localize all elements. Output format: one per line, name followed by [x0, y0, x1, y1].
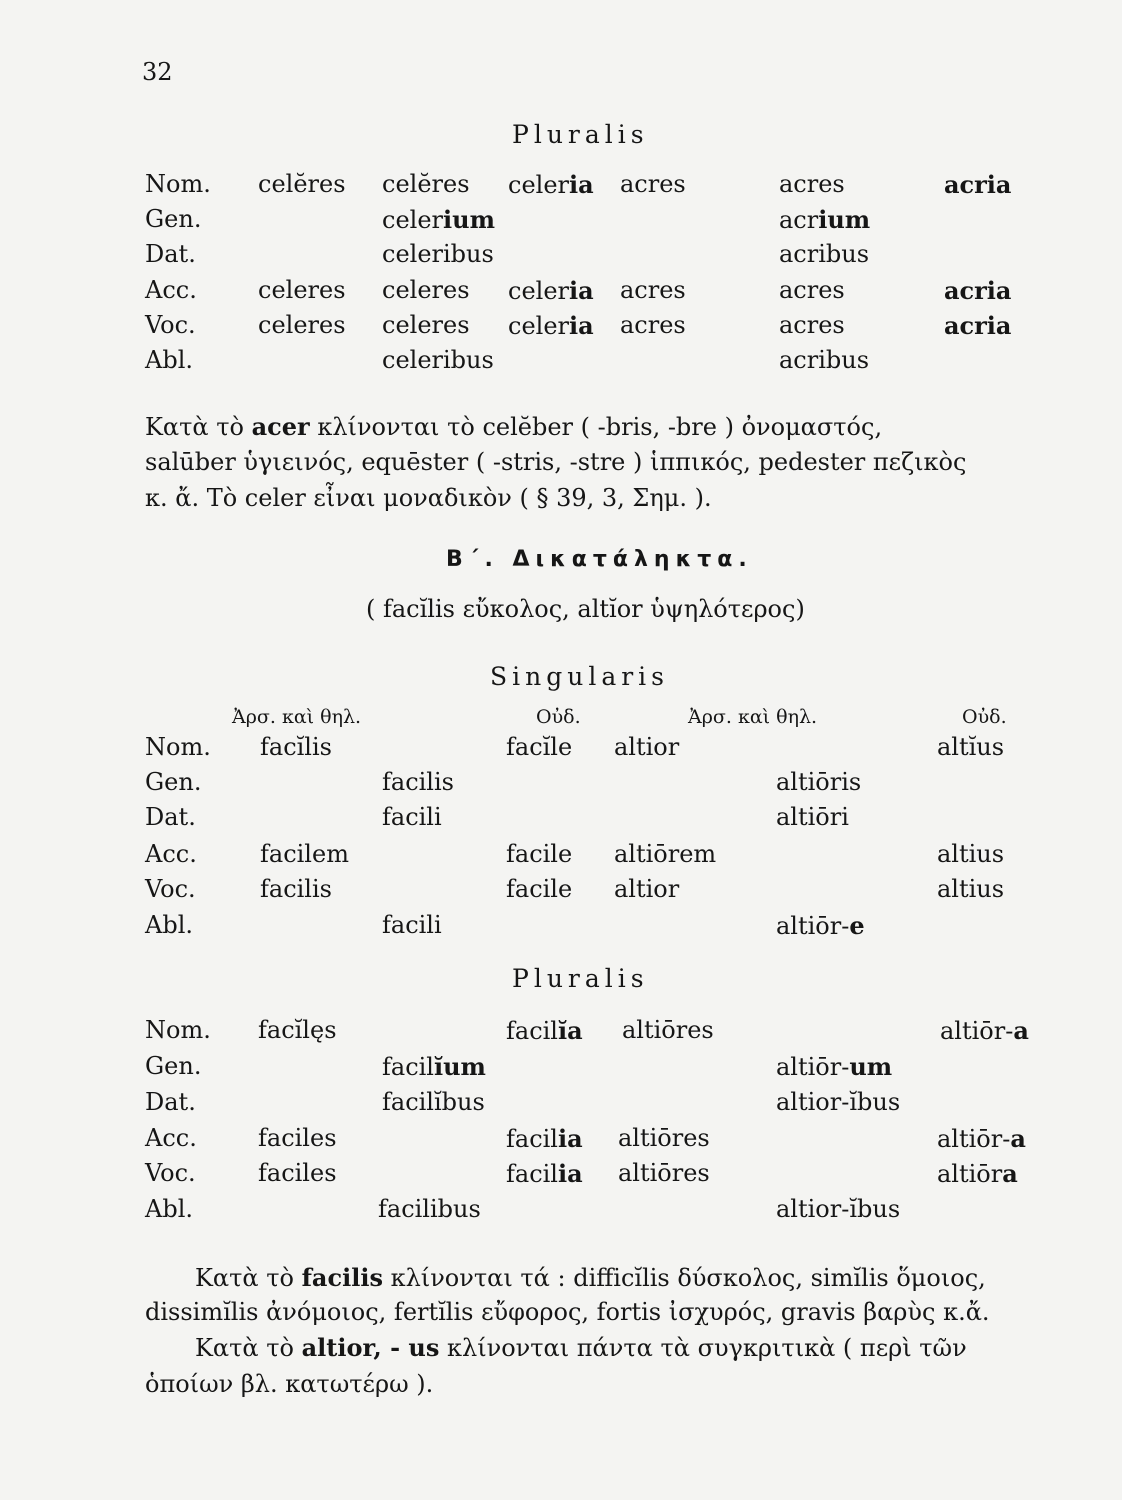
note-line: κ. ἄ. Τὸ celer εἶναι μοναδικὸν ( § 39, 3, Σημ. ).: [145, 484, 712, 512]
form-cell: faciles: [258, 1124, 337, 1152]
form-cell: facile: [506, 840, 573, 868]
form-cell: facilia: [506, 1124, 583, 1153]
case-label: Dat.: [145, 240, 196, 268]
form-cell: celeria: [508, 311, 594, 340]
form-cell: facili: [382, 911, 442, 939]
page-number: 32: [142, 58, 173, 86]
form-cell: altiōr-a: [937, 1124, 1026, 1153]
form-cell: acres: [779, 170, 845, 198]
case-label: Gen.: [145, 205, 202, 233]
gender-header: Ἀρσ. καὶ θηλ.: [688, 706, 818, 728]
form-cell: facĭlęs: [258, 1016, 337, 1044]
form-cell: facilia: [506, 1159, 583, 1188]
form-cell: faciles: [258, 1159, 337, 1187]
form-cell: acribus: [779, 240, 870, 268]
form-cell: celeribus: [382, 346, 494, 374]
form-cell: facilis: [260, 875, 332, 903]
case-label: Gen.: [145, 768, 202, 796]
form-cell: acria: [944, 311, 1012, 340]
section-title: Β΄. Δικατάληκτα.: [446, 547, 753, 572]
form-cell: altiōr-e: [776, 911, 865, 940]
form-cell: facĭle: [506, 733, 573, 761]
form-cell: altior-ĭbus: [776, 1088, 901, 1116]
form-cell: altiōra: [937, 1159, 1018, 1188]
form-cell: facĭlis: [260, 733, 332, 761]
note-line: dissimĭlis ἀνόμοιος, fertĭlis εὔφορος, fortis ἰσχυρός, gravis βαρὺς κ.ἄ.: [145, 1298, 990, 1326]
case-label: Acc.: [145, 1124, 197, 1152]
case-label: Abl.: [145, 911, 193, 939]
form-cell: celeres: [382, 276, 470, 304]
form-cell: celĕres: [258, 170, 346, 198]
form-cell: celeres: [258, 311, 346, 339]
form-cell: facilibus: [378, 1195, 481, 1223]
case-label: Acc.: [145, 840, 197, 868]
form-cell: acres: [620, 311, 686, 339]
form-cell: altiōris: [776, 768, 862, 796]
example-line: ( facĭlis εὔκολος, altĭor ὑψηλότερος): [366, 595, 805, 623]
case-label: Acc.: [145, 276, 197, 304]
form-cell: acria: [944, 170, 1012, 199]
form-cell: altior: [614, 875, 680, 903]
form-cell: celeres: [382, 311, 470, 339]
plural-heading-2: Pluralis: [512, 964, 649, 993]
case-label: Dat.: [145, 1088, 196, 1116]
form-cell: celerium: [382, 205, 495, 234]
form-cell: acribus: [779, 346, 870, 374]
form-cell: altiōres: [622, 1016, 714, 1044]
note-line: salūber ὑγιεινός, equēster ( -stris, -stre ) ἱππικός, pedester πεζικὸς: [145, 448, 967, 476]
form-cell: altius: [937, 840, 1005, 868]
singular-heading: Singularis: [490, 662, 670, 691]
case-label: Abl.: [145, 1195, 193, 1223]
form-cell: acres: [620, 170, 686, 198]
form-cell: altius: [937, 875, 1005, 903]
case-label: Nom.: [145, 733, 211, 761]
case-label: Abl.: [145, 346, 193, 374]
form-cell: celĕres: [382, 170, 470, 198]
form-cell: acres: [779, 276, 845, 304]
case-label: Gen.: [145, 1052, 202, 1080]
form-cell: acres: [620, 276, 686, 304]
form-cell: facilem: [260, 840, 349, 868]
form-cell: facilĭum: [382, 1052, 486, 1081]
form-cell: altior-ĭbus: [776, 1195, 901, 1223]
form-cell: acres: [779, 311, 845, 339]
form-cell: altiōr-um: [776, 1052, 893, 1081]
form-cell: altĭus: [937, 733, 1005, 761]
form-cell: altiōrem: [614, 840, 717, 868]
form-cell: celeria: [508, 276, 594, 305]
form-cell: acria: [944, 276, 1012, 305]
case-label: Nom.: [145, 1016, 211, 1044]
form-cell: altior: [614, 733, 680, 761]
form-cell: altiōri: [776, 803, 849, 831]
case-label: Voc.: [145, 875, 196, 903]
note-line: Κατὰ τὸ altior, - us κλίνονται πάντα τὰ συγκριτικὰ ( περὶ τῶν: [195, 1333, 967, 1362]
form-cell: altiōr-a: [940, 1016, 1029, 1045]
note-line: Κατὰ τὸ acer κλίνονται τὸ celĕber ( -bris, -bre ) ὀνομαστός,: [145, 412, 883, 441]
note-line: Κατὰ τὸ facilis κλίνονται τά : difficĭlis δύσκολος, simĭlis ὅμοιος,: [195, 1263, 986, 1292]
form-cell: facilis: [382, 768, 454, 796]
case-label: Dat.: [145, 803, 196, 831]
form-cell: celeribus: [382, 240, 494, 268]
case-label: Voc.: [145, 1159, 196, 1187]
gender-header: Οὐδ.: [536, 706, 581, 728]
form-cell: facile: [506, 875, 573, 903]
plural-heading-1: Pluralis: [512, 120, 649, 149]
gender-header: Οὐδ.: [962, 706, 1007, 728]
note-line: ὁποίων βλ. κατωτέρω ).: [145, 1370, 434, 1398]
form-cell: facili: [382, 803, 442, 831]
form-cell: celeria: [508, 170, 594, 199]
form-cell: celeres: [258, 276, 346, 304]
form-cell: facilĭbus: [382, 1088, 485, 1116]
form-cell: altiōres: [618, 1159, 710, 1187]
gender-header: Ἀρσ. καὶ θηλ.: [232, 706, 362, 728]
form-cell: facilĭa: [506, 1016, 583, 1045]
form-cell: acrium: [779, 205, 871, 234]
case-label: Voc.: [145, 311, 196, 339]
case-label: Nom.: [145, 170, 211, 198]
form-cell: altiōres: [618, 1124, 710, 1152]
